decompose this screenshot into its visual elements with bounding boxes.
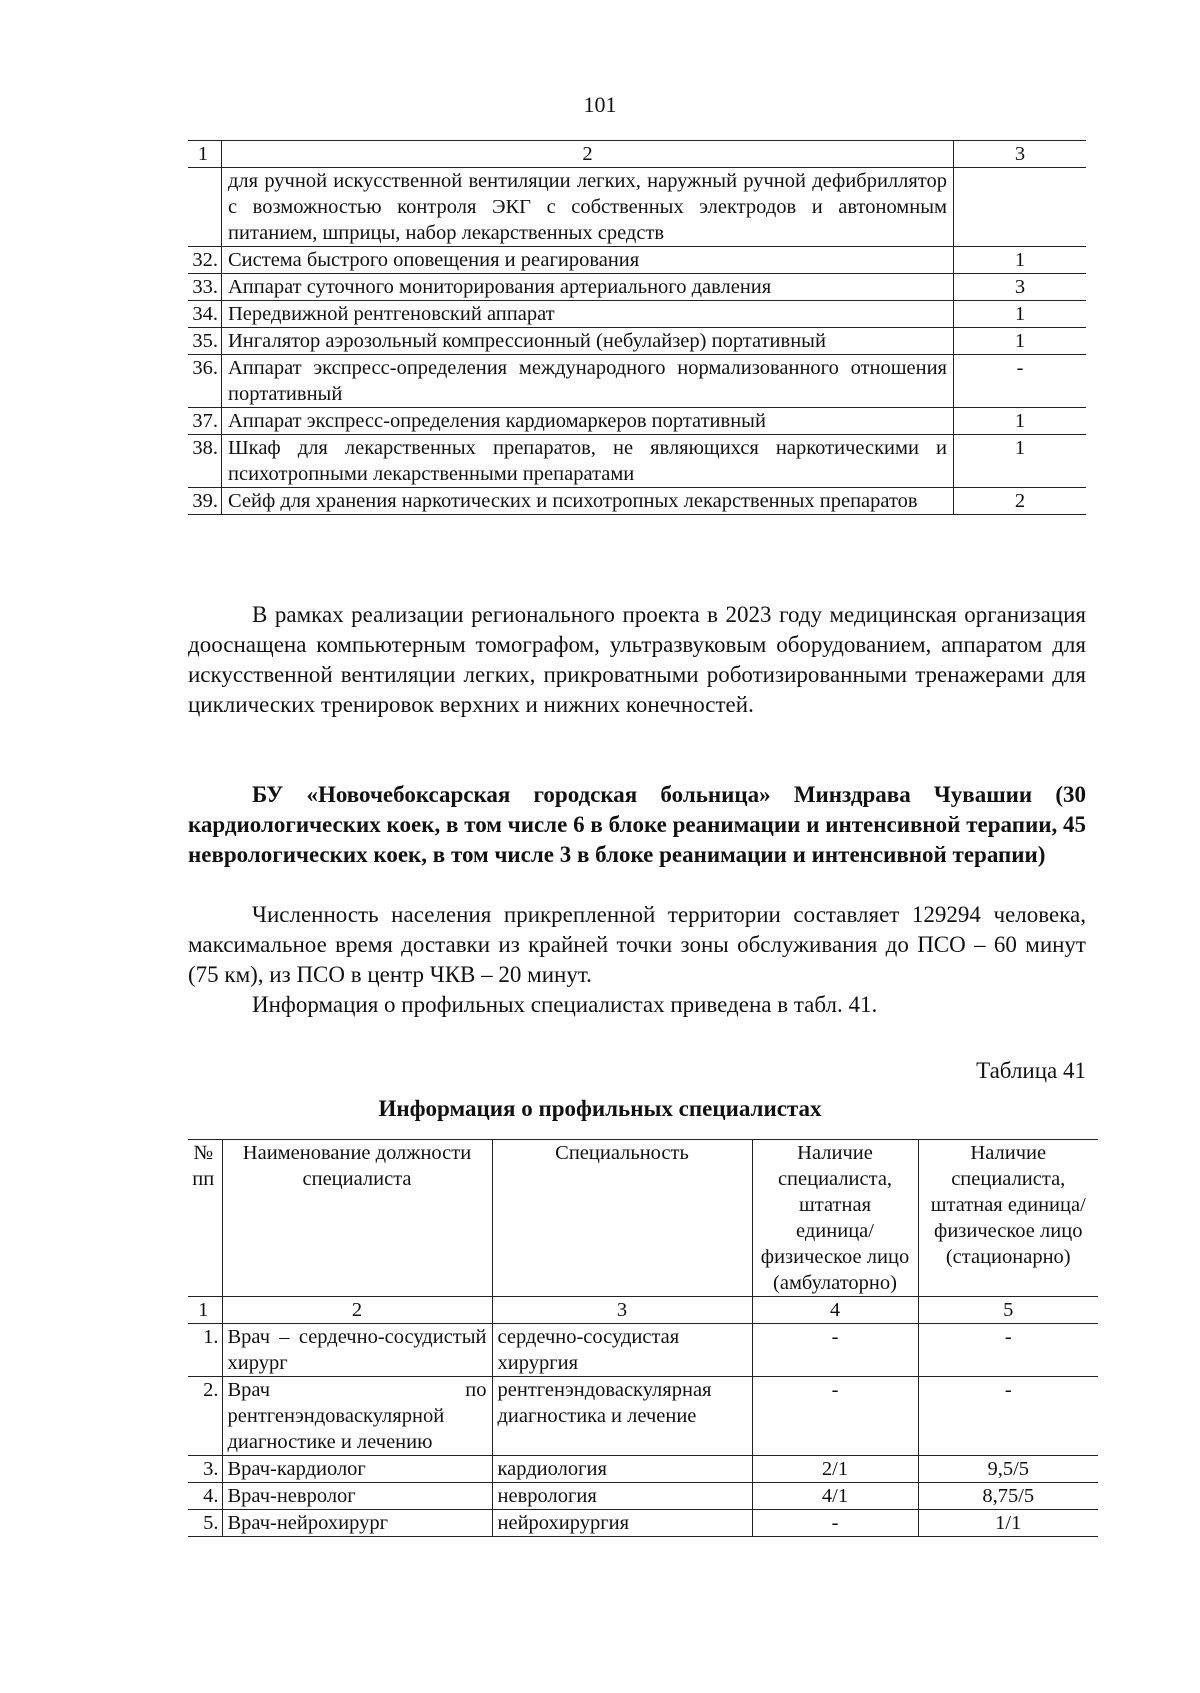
row-description: Ингалятор аэрозольный компрессионный (небулайзер) портативный [222,328,954,355]
header-cell-num: № пп [188,1140,222,1297]
row-description: Передвижной рентгеновский аппарат [222,301,954,328]
row-quantity: - [954,355,1087,408]
row-number: 37. [188,408,222,435]
row-number: 35. [188,328,222,355]
row-ambulatory: - [752,1377,918,1456]
table-row [188,301,1086,328]
row-ambulatory: 4/1 [752,1483,918,1510]
header-cell-col1: 1 [188,141,222,168]
table-row [188,488,1086,515]
row-ambulatory: - [752,1324,918,1377]
row-number [188,168,222,247]
table-row [188,1324,1098,1377]
row-number: 2. [188,1377,222,1456]
row-quantity: 1 [954,247,1087,274]
row-ambulatory: - [752,1510,918,1537]
row-quantity: 1 [954,408,1087,435]
row-specialty: кардиология [492,1456,752,1483]
header-cell-col2: 2 [222,141,954,168]
table-row [188,247,1086,274]
table-title: Информация о профильных специалистах [378,1096,822,1121]
row-quantity: 2 [954,488,1087,515]
table-row [188,1456,1098,1483]
row-quantity: 1 [954,435,1087,488]
row-inpatient: - [918,1377,1098,1456]
paragraph-info: Информация о профильных специалистах приведена в табл. 41. [252,992,878,1017]
row-number: 1. [188,1324,222,1377]
table-row [188,408,1086,435]
row-specialty: сердечно-сосудистая хирургия [492,1324,752,1377]
row-inpatient: 9,5/5 [918,1456,1098,1483]
row-number: 5. [188,1510,222,1537]
table-header-row [188,141,1086,168]
row-description: Аппарат суточного мониторирования артериального давления [222,274,954,301]
table-row [188,1377,1098,1456]
header-cell-ambulatory: Наличие специалиста, штатная единица/физическое лицо (амбулаторно) [752,1140,918,1297]
row-quantity: 1 [954,301,1087,328]
row-quantity: 1 [954,328,1087,355]
header-cell-position: Наименование должности специалиста [222,1140,492,1297]
row-number: 34. [188,301,222,328]
row-number: 32. [188,247,222,274]
row-position: Врач-нейрохирург [222,1510,492,1537]
header-cell-col3: 3 [954,141,1087,168]
index-cell: 4 [752,1297,918,1324]
row-number: 4. [188,1483,222,1510]
row-description: Шкаф для лекарственных препаратов, не являющихся наркотическими и психотропными лекарственными препаратами [222,435,954,488]
row-ambulatory: 2/1 [752,1456,918,1483]
table-row [188,1510,1098,1537]
row-specialty: нейрохирургия [492,1510,752,1537]
row-number: 38. [188,435,222,488]
row-description: Система быстрого оповещения и реагирования [222,247,954,274]
hospital-heading: БУ «Новочебоксарская городская больница» Минздрава Чувашии (30 кардиологических коек, в том числе 6 в блоке реанимации и интенсивной терапии, 45 неврологических коек, в том числе 3 в блоке реанимации и интенсивной терапии) [188,782,1086,867]
row-inpatient: 8,75/5 [918,1483,1098,1510]
paragraph-project: В рамках реализации регионального проекта в 2023 году медицинская организация дооснащена компьютерным томографом, ультразвуковым оборудованием, аппаратом для искусственной вентиляции легких, прикроватными роботизированными тренажерами для циклических тренировок верхних и нижних конечностей. [188,602,1086,717]
paragraph-population: Численность населения прикрепленной территории составляет 129294 человека, максимальное время доставки из крайней точки зоны обслуживания до ПСО – 60 минут (75 км), из ПСО в центр ЧКВ – 20 минут. [188,902,1086,987]
row-position: Врач – сердечно-сосудистый хирург [222,1324,492,1377]
row-specialty: неврология [492,1483,752,1510]
row-description: Сейф для хранения наркотических и психотропных лекарственных препаратов [222,488,954,515]
table-row [188,328,1086,355]
page-number: 101 [583,92,617,117]
table-row [188,355,1086,408]
index-cell: 2 [222,1297,492,1324]
row-description: Аппарат экспресс-определения международного нормализованного отношения портативный [222,355,954,408]
index-cell: 1 [188,1297,222,1324]
specialists-table [188,1139,1098,1537]
index-cell: 5 [918,1297,1098,1324]
row-description: Аппарат экспресс-определения кардиомаркеров портативный [222,408,954,435]
row-number: 3. [188,1456,222,1483]
row-description: для ручной искусственной вентиляции легких, наружный ручной дефибриллятор с возможностью контроля ЭКГ с собственных электродов и автономным питанием, шприцы, набор лекарственных средств [222,168,954,247]
table-index-row [188,1297,1098,1324]
row-number: 33. [188,274,222,301]
table-row [188,1483,1098,1510]
table-header-row [188,1140,1098,1297]
row-number: 39. [188,488,222,515]
row-quantity: 3 [954,274,1087,301]
row-specialty: рентгенэндоваскулярная диагностика и лечение [492,1377,752,1456]
index-cell: 3 [492,1297,752,1324]
row-position: Врач-невролог [222,1483,492,1510]
table-row [188,435,1086,488]
row-position: Врач по рентгенэндоваскулярной диагностике и лечению [222,1377,492,1456]
equipment-table [188,140,1086,515]
row-quantity [954,168,1087,247]
header-cell-specialty: Специальность [492,1140,752,1297]
header-cell-inpatient: Наличие специалиста, штатная единица/физическое лицо (стационарно) [918,1140,1098,1297]
row-inpatient: - [918,1324,1098,1377]
row-position: Врач-кардиолог [222,1456,492,1483]
table-row [188,274,1086,301]
table-row [188,168,1086,247]
table-label: Таблица 41 [976,1058,1086,1083]
row-number: 36. [188,355,222,408]
row-inpatient: 1/1 [918,1510,1098,1537]
